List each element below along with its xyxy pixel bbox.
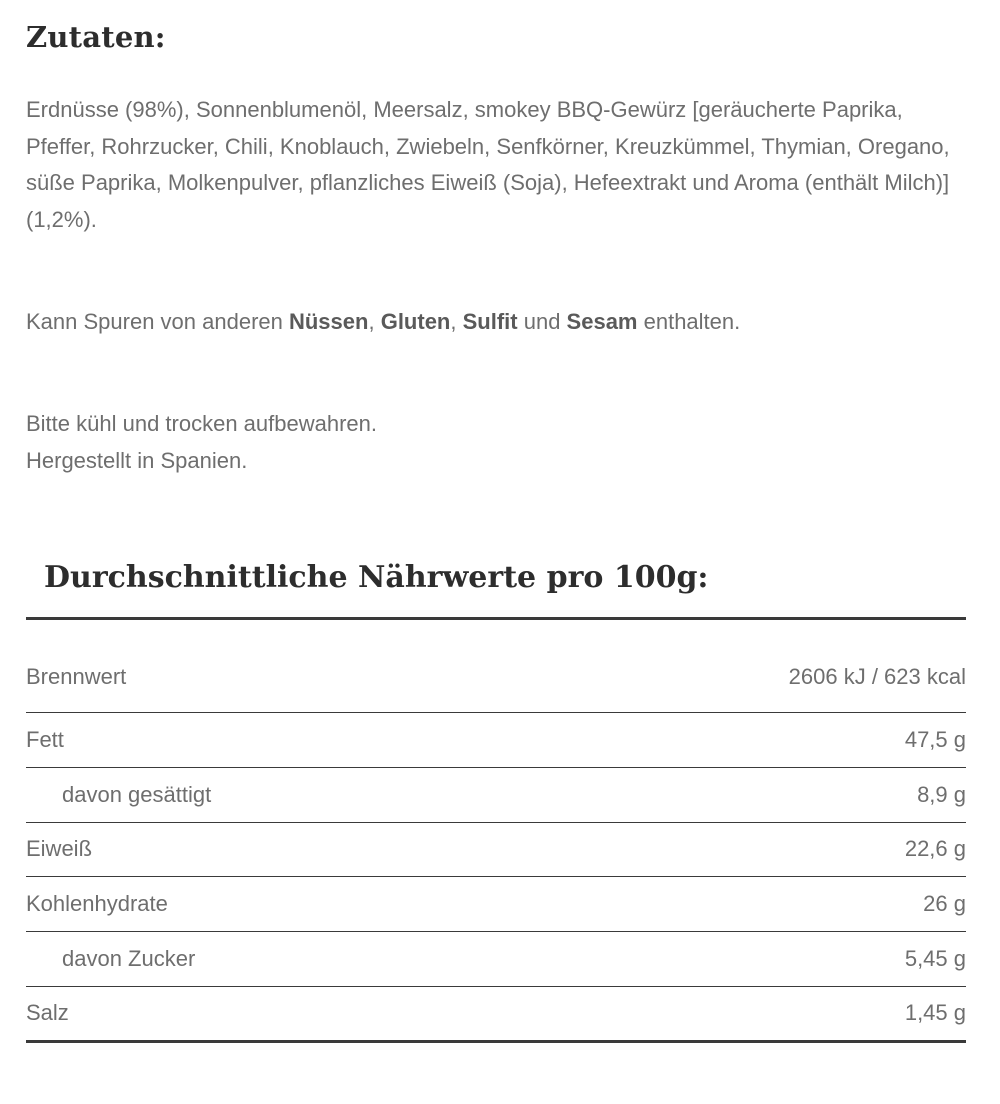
allergen-nuts: Nüssen [288,309,369,334]
allergen-sulfit: Sulfit [462,309,518,334]
ingredients-heading: Zutaten: [26,20,166,54]
table-row [26,823,966,878]
nutrient-value: 26 g [923,891,966,917]
ingredients-text: Erdnüsse (98%), Sonnenblumenöl, Meersalz, smokey BBQ-Gewürz [geräucherte Paprika, Pfeffer, Rohrzucker, Chili, Knoblauch, Zwiebeln, Senfkörner, Kreuzkümmel, Thymian, Oregano, süße Paprika, Molkenpulver, pflanzliches Eiweiß (Soja), Hefeextrakt und Aroma (enthält Milch)] (1,2%). [26,97,950,232]
nutrient-label: Fett [26,726,64,752]
allergen-and: und [517,309,567,334]
table-row [26,620,966,713]
nutrition-table [26,617,966,1043]
allergen-prefix: Kann Spuren von anderen [26,309,289,334]
nutrient-label: Eiweiß [26,836,93,862]
storage-instruction: Bitte kühl und trocken aufbewahren. [26,411,378,436]
nutrient-label: Salz [26,1000,69,1026]
nutrient-value: 5,45 g [904,946,966,972]
allergen-sesame: Sesam [566,309,638,334]
table-row [26,713,966,768]
allergen-gluten: Gluten [380,309,451,334]
nutrient-value: 1,45 g [904,1000,966,1026]
nutrient-label: Brennwert [26,664,127,689]
allergen-separator: , [368,309,381,334]
nutrient-value: 8,9 g [917,781,966,807]
allergen-separator: , [450,309,463,334]
storage-info [26,405,966,479]
allergen-suffix: enthalten. [637,309,741,334]
origin-info: Hergestellt in Spanien. [26,448,248,473]
table-row [26,987,966,1043]
nutrient-label: davon gesättigt [62,781,212,807]
nutrient-label: Kohlenhydrate [26,891,168,917]
nutrition-heading: Durchschnittliche Nährwerte pro 100g: [44,560,709,595]
nutrient-value: 47,5 g [904,726,966,752]
nutrient-value: 2606 kJ / 623 kcal [788,664,966,689]
table-row [26,877,966,932]
nutrient-label: davon Zucker [62,946,196,972]
table-row [26,932,966,987]
table-row [26,768,966,823]
nutrient-value: 22,6 g [904,836,966,862]
allergen-notice [26,304,966,340]
